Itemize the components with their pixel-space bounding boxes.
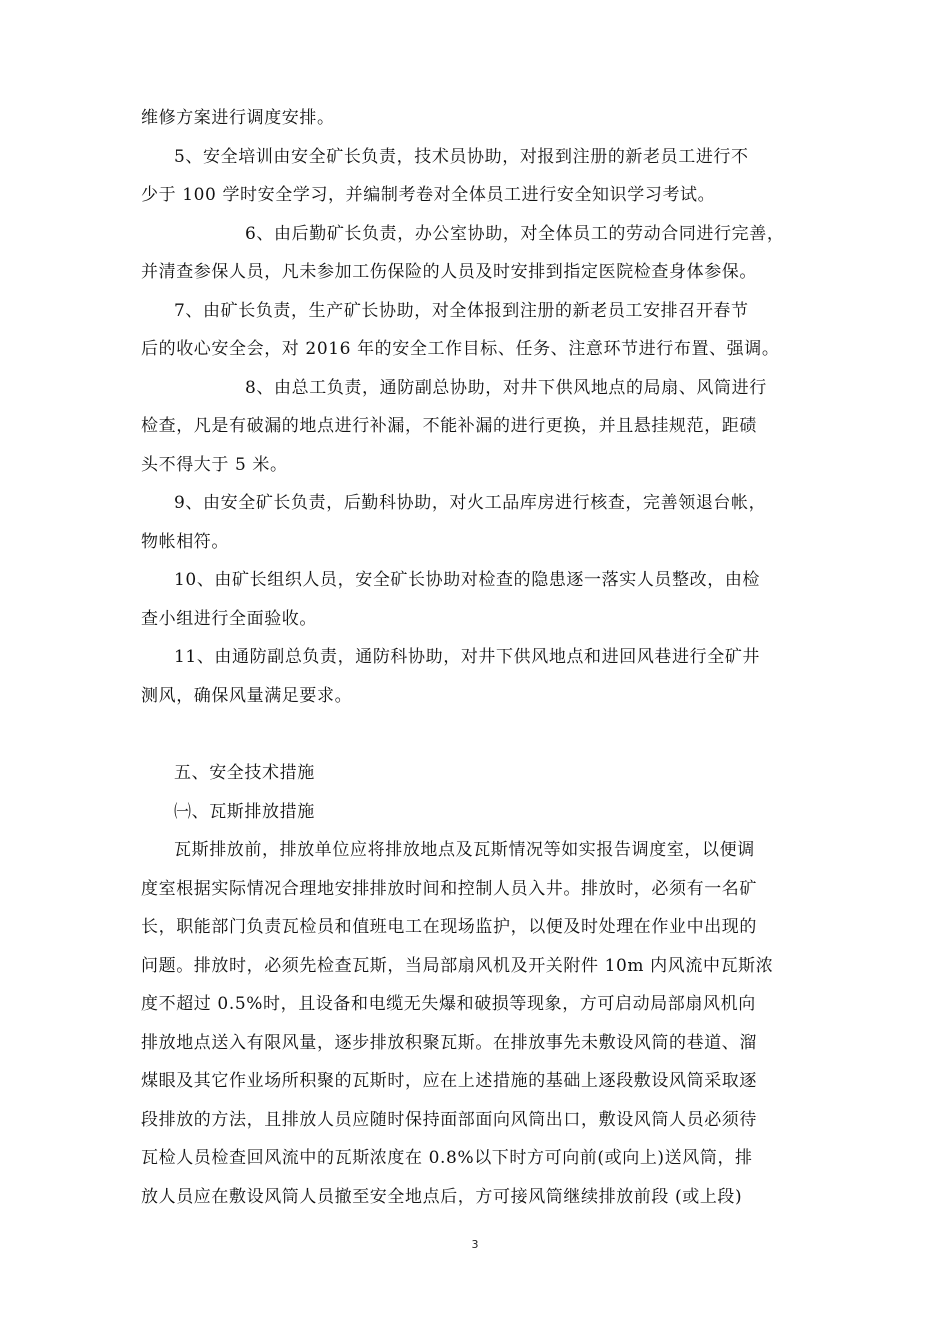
text-line: 瓦检人员检查回风流中的瓦斯浓度在 0.8%以下时方可向前(或向上)送风筒，排: [141, 1148, 753, 1168]
text-line: 瓦斯排放前，排放单位应将排放地点及瓦斯情况等如实报告调度室，以便调: [174, 840, 755, 860]
text-line: 煤眼及其它作业场所积聚的瓦斯时，应在上述措施的基础上逐段敷设风筒采取逐: [141, 1071, 757, 1091]
text-line: 物帐相符。: [141, 532, 229, 552]
text-line: 查小组进行全面验收。: [141, 609, 317, 629]
text-line: 问题。排放时，必须先检查瓦斯，当局部扇风机及开关附件 10m 内风流中瓦斯浓: [141, 956, 774, 976]
text-line: 少于 100 学时安全学习，并编制考卷对全体员工进行安全知识学习考试。: [141, 185, 716, 205]
text-line: 并清查参保人员，凡未参加工伤保险的人员及时安排到指定医院检查身体参保。: [141, 262, 757, 282]
page-number: 3: [471, 1238, 479, 1251]
text-line: 8、由总工负责，通防副总协助，对井下供风地点的局扇、风筒进行: [245, 378, 767, 398]
text-line: 6、由后勤矿长负责，办公室协助，对全体员工的劳动合同进行完善，: [245, 224, 785, 244]
subsection-heading: ㈠、瓦斯排放措施: [174, 802, 315, 822]
text-line: 头不得大于 5 米。: [141, 455, 288, 475]
text-line: 9、由安全矿长负责，后勤科协助，对火工品库房进行核查，完善领退台帐，: [174, 493, 767, 513]
text-line: 维修方案进行调度安排。: [141, 108, 335, 128]
text-line: 5、安全培训由安全矿长负责，技术员协助，对报到注册的新老员工进行不: [174, 147, 749, 167]
text-line: 排放地点送入有限风量，逐步排放积聚瓦斯。在排放事先未敷设风筒的巷道、溜: [141, 1033, 757, 1053]
text-line: 放人员应在敷设风筒人员撤至安全地点后，方可接风筒继续排放前段 (或上段): [141, 1187, 743, 1207]
text-line: 度不超过 0.5%时，且设备和电缆无失爆和破损等现象，方可启动局部扇风机向: [141, 994, 756, 1014]
text-line: 10、由矿长组织人员，安全矿长协助对检查的隐患逐一落实人员整改，由检: [174, 570, 761, 590]
text-line: 长，职能部门负责瓦检员和值班电工在现场监护，以便及时处理在作业中出现的: [141, 917, 757, 937]
text-line: 后的收心安全会，对 2016 年的安全工作目标、任务、注意环节进行布置、强调。: [141, 339, 780, 359]
text-line: 11、由通防副总负责，通防科协助，对井下供风地点和进回风巷进行全矿井: [174, 647, 761, 667]
text-line: 检查，凡是有破漏的地点进行补漏，不能补漏的进行更换，并且悬挂规范，距碛: [141, 416, 757, 436]
text-line: 度室根据实际情况合理地安排排放时间和控制人员入井。排放时，必须有一名矿: [141, 879, 757, 899]
text-line: 7、由矿长负责，生产矿长协助，对全体报到注册的新老员工安排召开春节: [174, 301, 749, 321]
text-line: 测风，确保风量满足要求。: [141, 686, 353, 706]
section-heading: 五、安全技术措施: [174, 763, 315, 783]
text-line: 段排放的方法，且排放人员应随时保持面部面向风筒出口，敷设风筒人员必须待: [141, 1110, 757, 1130]
